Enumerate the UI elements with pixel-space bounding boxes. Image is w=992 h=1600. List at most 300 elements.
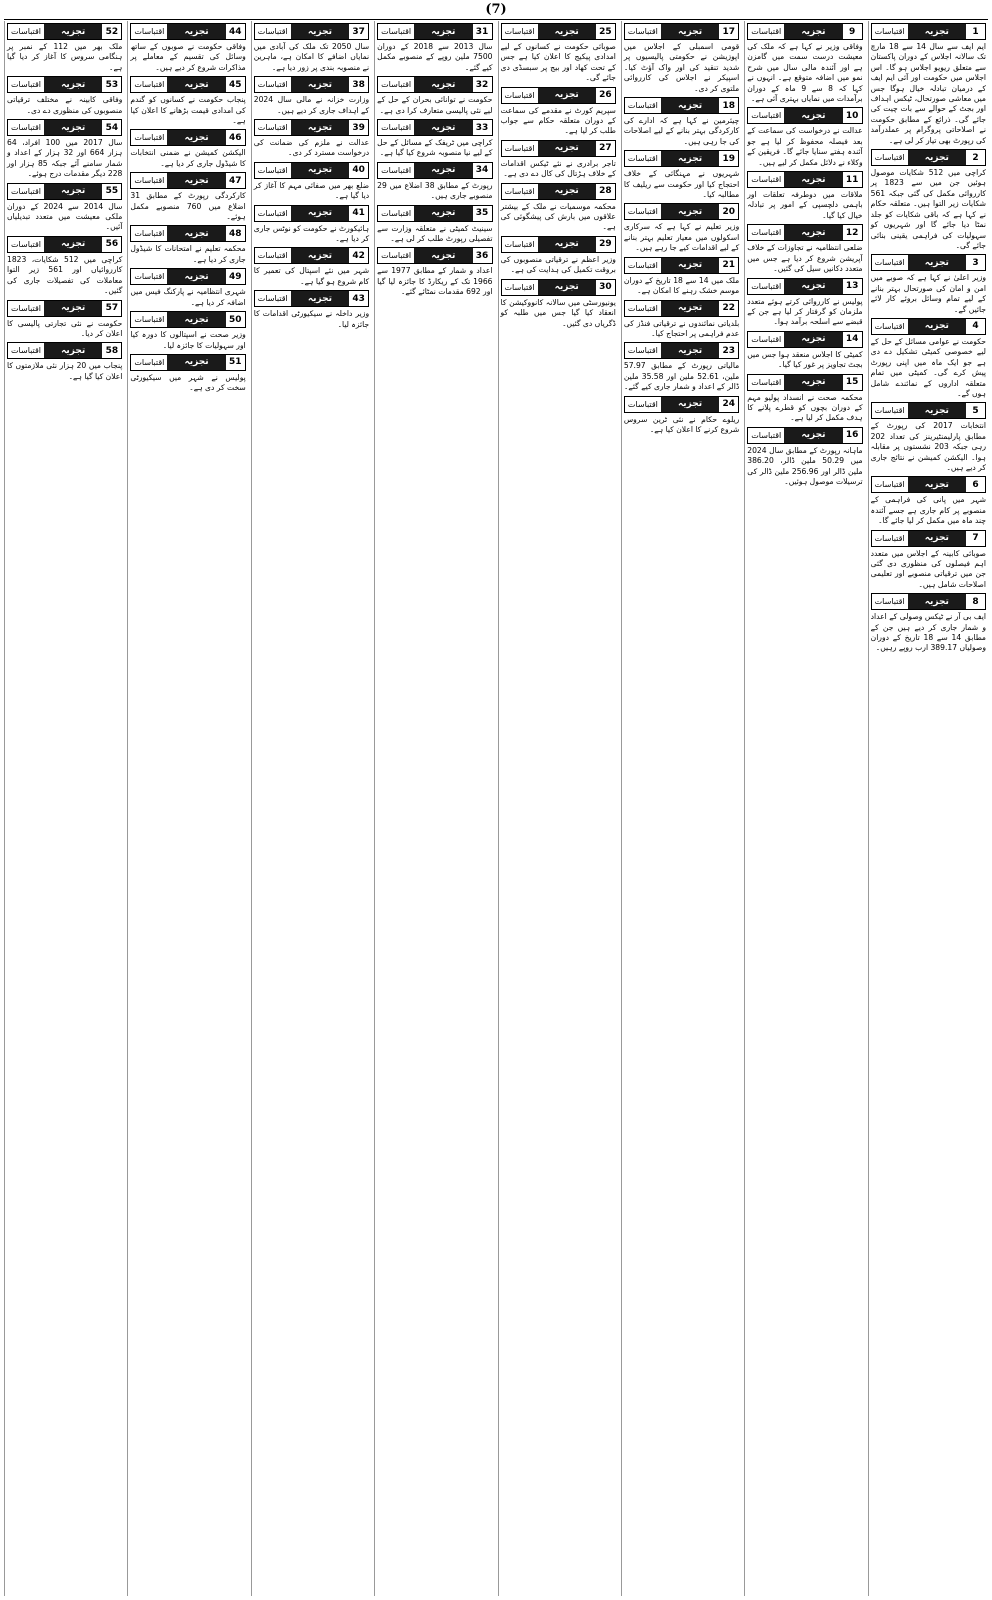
news-item-header xyxy=(130,76,245,93)
news-item-text: محکمہ موسمیات نے ملک کے بیشتر علاقوں میں بارش کی پیشگوئی کی ہے۔ xyxy=(500,201,616,232)
header-mark: اقتباسات xyxy=(748,172,784,187)
news-item-header xyxy=(254,119,369,136)
news-item-header xyxy=(624,396,739,413)
item-number: 22 xyxy=(719,301,738,316)
header-label: تجزیہ xyxy=(414,120,472,135)
news-item-header xyxy=(871,149,986,166)
news-item[interactable] xyxy=(624,203,739,253)
header-label: تجزیہ xyxy=(44,301,102,316)
item-number: 12 xyxy=(843,225,862,240)
header-label: تجزیہ xyxy=(661,204,719,219)
news-item-text: شہر میں پانی کی فراہمی کے منصوبے پر کام جاری ہے جسے آئندہ چند ماہ میں مکمل کر لیا جائے گا۔ xyxy=(870,495,986,526)
news-item-header xyxy=(377,247,492,264)
header-mark: اقتباسات xyxy=(625,204,661,219)
item-number: 6 xyxy=(966,477,985,492)
item-number: 13 xyxy=(843,279,862,294)
news-item-header xyxy=(624,203,739,220)
header-mark: اقتباسات xyxy=(872,594,908,609)
header-mark: اقتباسات xyxy=(502,184,538,199)
header-label: تجزیہ xyxy=(291,120,349,135)
item-number: 10 xyxy=(843,108,862,123)
news-item[interactable] xyxy=(624,396,739,436)
header-label: تجزیہ xyxy=(167,269,225,284)
news-item-header xyxy=(624,150,739,167)
header-mark: اقتباسات xyxy=(872,319,908,334)
news-item[interactable] xyxy=(254,247,369,287)
news-item[interactable] xyxy=(130,76,245,126)
news-item-text: بلدیاتی نمائندوں نے ترقیاتی فنڈز کی عدم فراہمی پر احتجاج کیا۔ xyxy=(623,318,740,338)
header-mark: اقتباسات xyxy=(502,237,538,252)
news-item[interactable] xyxy=(377,205,492,245)
news-column xyxy=(374,21,494,1596)
news-item-text: شہریوں نے مہنگائی کے خلاف احتجاج کیا اور حکومت سے ریلیف کا مطالبہ کیا۔ xyxy=(623,169,740,200)
news-item[interactable] xyxy=(747,224,862,274)
news-column xyxy=(251,21,371,1596)
news-item[interactable] xyxy=(871,23,986,146)
header-label: تجزیہ xyxy=(167,355,225,370)
header-mark: اقتباسات xyxy=(8,77,44,92)
header-mark: اقتباسات xyxy=(131,173,167,188)
news-column xyxy=(621,21,741,1596)
news-item-header xyxy=(377,162,492,179)
item-number: 44 xyxy=(226,24,245,39)
header-mark: اقتباسات xyxy=(625,343,661,358)
news-item[interactable] xyxy=(254,290,369,330)
header-mark: اقتباسات xyxy=(8,120,44,135)
news-item[interactable] xyxy=(7,119,122,180)
news-item-header xyxy=(871,318,986,335)
item-number: 46 xyxy=(226,130,245,145)
news-item[interactable] xyxy=(377,162,492,202)
news-item[interactable] xyxy=(501,279,616,329)
news-item-text: تاجر برادری نے نئے ٹیکس اقدامات کے خلاف ہڑتال کی کال دے دی ہے۔ xyxy=(500,158,616,179)
header-mark: اقتباسات xyxy=(625,258,661,273)
header-label: تجزیہ xyxy=(784,428,842,443)
news-item-header xyxy=(254,23,369,40)
header-label: تجزیہ xyxy=(538,141,596,156)
news-item-text: وزیر اعلیٰ نے کہا ہے کہ صوبے میں امن و امان کی صورتحال بہتر بنانے کے لیے تمام وسائل بروئے کار لائے جائیں گے۔ xyxy=(870,273,986,314)
item-number: 1 xyxy=(966,24,985,39)
news-item-text: الیکشن کمیشن نے ضمنی انتخابات کا شیڈول جاری کر دیا ہے۔ xyxy=(130,148,246,168)
header-label: تجزیہ xyxy=(908,150,966,165)
news-item[interactable] xyxy=(130,129,245,169)
news-item[interactable] xyxy=(7,342,122,382)
header-label: تجزیہ xyxy=(44,77,102,92)
news-item-text: پولیس نے کارروائی کرتے ہوئے متعدد ملزمان کو گرفتار کر لیا ہے جن کے قبضے سے اسلحہ برآمد ہوا۔ xyxy=(747,296,863,327)
news-item[interactable] xyxy=(747,278,862,328)
header-mark: اقتباسات xyxy=(378,120,414,135)
header-mark: اقتباسات xyxy=(625,151,661,166)
news-item-text: رپورٹ کے مطابق 38 اضلاع میں 29 منصوبے جاری ہیں۔ xyxy=(377,180,493,201)
news-column xyxy=(4,21,124,1596)
header-mark: اقتباسات xyxy=(502,280,538,295)
news-item[interactable] xyxy=(871,530,986,591)
news-item-text: سال 2014 سے 2024 کے دوران ملکی معیشت میں متعدد تبدیلیاں آئیں۔ xyxy=(7,201,123,232)
news-item-text: محکمہ صحت نے انسداد پولیو مہم کے دوران بچوں کو قطرے پلانے کا ہدف مکمل کر لیا ہے۔ xyxy=(747,392,863,423)
header-label: تجزیہ xyxy=(908,477,966,492)
item-number: 27 xyxy=(596,141,615,156)
header-mark: اقتباسات xyxy=(502,24,538,39)
news-item-header xyxy=(254,76,369,93)
item-number: 24 xyxy=(719,397,738,412)
news-item-text: ایم ایف سے سال 14 سے 18 مارچ تک سالانہ اجلاس کے دوران پاکستان سے متعلق ریویو اجلاس ہو گا۔ اس اجلاس میں حکومت اور آئی ایم ایف کے درمیان تبادلہ خیال ہوگا جس میں معاشی صورتحال، ٹیکس اہداف اور بجٹ کے حوالے سے بات چیت کی جائے گی۔ ذرائع کے مطابق حکومت نے اصلاحاتی پروگرام پر عملدرآمد کی رپورٹ بھی تیار کر لی ہے۔ xyxy=(870,42,986,145)
header-label: تجزیہ xyxy=(44,184,102,199)
header-mark: اقتباسات xyxy=(131,24,167,39)
news-item-text: سال 2017 میں 100 افراد، 64 ہزار 664 اور 32 ہزار کے اعداد و شمار سامنے آئے جبکہ 85 ہزار اور 228 دیگر مقدمات درج ہوئے۔ xyxy=(7,138,123,179)
header-mark: اقتباسات xyxy=(8,184,44,199)
news-item-text: وزیر اعظم نے ترقیاتی منصوبوں کی بروقت تکمیل کی ہدایت کی ہے۔ xyxy=(500,254,616,275)
header-label: تجزیہ xyxy=(661,151,719,166)
header-mark: اقتباسات xyxy=(625,24,661,39)
news-item-text: عدالت نے درخواست کی سماعت کے بعد فیصلہ محفوظ کر لیا ہے جو آئندہ ہفتے سنایا جائے گا۔ فریقین کے وکلاء نے دلائل مکمل کر لیے ہیں۔ xyxy=(747,126,863,167)
item-number: 4 xyxy=(966,319,985,334)
news-item-text: ماہانہ رپورٹ کے مطابق سال 2024 میں 50.29 ملین ڈالر، 386.20 ملین ڈالر اور 256.96 ملین ڈالر کی ترسیلات موصول ہوئیں۔ xyxy=(747,445,863,486)
header-mark: اقتباسات xyxy=(255,77,291,92)
news-item[interactable] xyxy=(130,268,245,308)
header-label: تجزیہ xyxy=(784,375,842,390)
news-item[interactable] xyxy=(871,476,986,526)
news-item[interactable] xyxy=(130,23,245,73)
news-item-header xyxy=(7,76,122,93)
news-item-text: وزارت خزانہ نے مالی سال 2024 کے اہداف جاری کر دیے ہیں۔ xyxy=(253,95,370,115)
news-item[interactable] xyxy=(624,257,739,297)
news-item-text: پولیس نے شہر میں سیکیورٹی سخت کر دی ہے۔ xyxy=(130,372,246,393)
header-label: تجزیہ xyxy=(661,24,719,39)
header-mark: اقتباسات xyxy=(131,77,167,92)
item-number: 3 xyxy=(966,255,985,270)
news-item-header xyxy=(130,23,245,40)
header-label: تجزیہ xyxy=(908,531,966,546)
item-number: 55 xyxy=(102,184,121,199)
header-label: تجزیہ xyxy=(414,24,472,39)
news-item[interactable] xyxy=(624,342,739,392)
news-item-header xyxy=(7,183,122,200)
header-mark: اقتباسات xyxy=(748,279,784,294)
news-item-header xyxy=(130,129,245,146)
news-item-text: ملک بھر میں 112 کے نمبر پر ہنگامی سروس کا آغاز کر دیا گیا ہے۔ xyxy=(7,42,123,72)
header-label: تجزیہ xyxy=(414,206,472,221)
header-mark: اقتباسات xyxy=(502,141,538,156)
news-item-header xyxy=(747,374,862,391)
news-item-header xyxy=(130,225,245,242)
news-item[interactable] xyxy=(130,172,245,222)
news-item-text: پنجاب حکومت نے کسانوں کو گندم کی امدادی قیمت بڑھانے کا اعلان کیا ہے۔ xyxy=(130,95,246,126)
news-item-header xyxy=(747,107,862,124)
header-label: تجزیہ xyxy=(414,163,472,178)
news-item-header xyxy=(377,205,492,222)
news-item-header xyxy=(747,278,862,295)
header-label: تجزیہ xyxy=(167,173,225,188)
header-label: تجزیہ xyxy=(538,280,596,295)
news-item-text: پنجاب میں 20 ہزار نئی ملازمتوں کا اعلان کیا گیا ہے۔ xyxy=(7,361,123,381)
item-number: 34 xyxy=(473,163,492,178)
news-item[interactable] xyxy=(747,331,862,371)
news-item-header xyxy=(501,87,616,104)
news-item[interactable] xyxy=(871,254,986,315)
news-item[interactable] xyxy=(501,23,616,84)
header-mark: اقتباسات xyxy=(255,163,291,178)
header-label: تجزیہ xyxy=(414,77,472,92)
header-mark: اقتباسات xyxy=(8,301,44,316)
news-item[interactable] xyxy=(747,427,862,488)
news-item[interactable] xyxy=(7,23,122,73)
header-label: تجزیہ xyxy=(291,24,349,39)
news-item[interactable] xyxy=(7,76,122,116)
header-label: تجزیہ xyxy=(44,343,102,358)
header-mark: اقتباسات xyxy=(625,301,661,316)
item-number: 20 xyxy=(719,204,738,219)
header-mark: اقتباسات xyxy=(378,248,414,263)
news-item-text: سینیٹ کمیٹی نے متعلقہ وزارت سے تفصیلی رپورٹ طلب کر لی ہے۔ xyxy=(377,223,493,244)
header-mark: اقتباسات xyxy=(255,291,291,306)
item-number: 37 xyxy=(349,24,368,39)
header-mark: اقتباسات xyxy=(748,332,784,347)
header-mark: اقتباسات xyxy=(502,88,538,103)
header-label: تجزیہ xyxy=(661,301,719,316)
header-label: تجزیہ xyxy=(414,248,472,263)
news-item-text: چیئرمین نے کہا ہے کہ ادارے کی کارکردگی بہتر بنانے کے لیے اصلاحات کی جا رہی ہیں۔ xyxy=(623,116,740,146)
item-number: 25 xyxy=(596,24,615,39)
news-item[interactable] xyxy=(254,23,369,73)
header-label: تجزیہ xyxy=(44,120,102,135)
news-item-header xyxy=(254,162,369,179)
header-label: تجزیہ xyxy=(167,312,225,327)
news-item-header xyxy=(624,23,739,40)
header-mark: اقتباسات xyxy=(131,130,167,145)
news-item-header xyxy=(254,205,369,222)
item-number: 8 xyxy=(966,594,985,609)
item-number: 14 xyxy=(843,332,862,347)
news-item-header xyxy=(7,119,122,136)
item-number: 39 xyxy=(349,120,368,135)
news-item[interactable] xyxy=(624,97,739,147)
news-item-text: ضلعی انتظامیہ نے تجاوزات کے خلاف آپریشن شروع کر دیا ہے جس میں متعدد دکانیں سیل کی گئیں۔ xyxy=(747,243,863,274)
news-item-text: شہری انتظامیہ نے پارکنگ فیس میں اضافہ کر دیا ہے۔ xyxy=(130,287,246,307)
news-item-header xyxy=(377,23,492,40)
header-mark: اقتباسات xyxy=(872,477,908,492)
news-item[interactable] xyxy=(254,119,369,159)
item-number: 16 xyxy=(843,428,862,443)
news-item[interactable] xyxy=(7,183,122,233)
news-item[interactable] xyxy=(254,205,369,245)
news-item[interactable] xyxy=(377,247,492,297)
news-item[interactable] xyxy=(377,119,492,159)
item-number: 53 xyxy=(102,77,121,92)
header-mark: اقتباسات xyxy=(255,120,291,135)
item-number: 56 xyxy=(102,237,121,252)
news-item-header xyxy=(130,354,245,371)
header-label: تجزیہ xyxy=(784,108,842,123)
news-item-header xyxy=(130,172,245,189)
news-item-header xyxy=(747,23,862,40)
item-number: 26 xyxy=(596,88,615,103)
header-label: تجزیہ xyxy=(167,130,225,145)
item-number: 36 xyxy=(473,248,492,263)
header-mark: اقتباسات xyxy=(8,343,44,358)
news-item-text: شہر میں نئے اسپتال کی تعمیر کا کام شروع ہو گیا ہے۔ xyxy=(253,266,370,286)
item-number: 23 xyxy=(719,343,738,358)
news-item[interactable] xyxy=(130,311,245,351)
news-item-header xyxy=(501,183,616,200)
header-label: تجزیہ xyxy=(661,98,719,113)
header-mark: اقتباسات xyxy=(625,397,661,412)
news-item[interactable] xyxy=(871,402,986,473)
item-number: 43 xyxy=(349,291,368,306)
news-item-header xyxy=(501,236,616,253)
item-number: 57 xyxy=(102,301,121,316)
news-item-header xyxy=(501,279,616,296)
header-label: تجزیہ xyxy=(784,225,842,240)
header-label: تجزیہ xyxy=(784,24,842,39)
header-mark: اقتباسات xyxy=(255,248,291,263)
news-item-header xyxy=(871,402,986,419)
news-item[interactable] xyxy=(747,23,862,104)
item-number: 2 xyxy=(966,150,985,165)
news-item[interactable] xyxy=(747,107,862,168)
top-rule xyxy=(4,19,988,20)
news-item-text: عدالت نے ملزم کی ضمانت کی درخواست مسترد کر دی۔ xyxy=(253,138,370,158)
header-mark: اقتباسات xyxy=(255,206,291,221)
header-label: تجزیہ xyxy=(538,184,596,199)
news-column xyxy=(498,21,618,1596)
news-item[interactable] xyxy=(624,150,739,200)
item-number: 17 xyxy=(719,24,738,39)
header-label: تجزیہ xyxy=(291,206,349,221)
news-item-header xyxy=(871,593,986,610)
news-item[interactable] xyxy=(130,225,245,265)
news-item-text: وزیر تعلیم نے کہا ہے کہ سرکاری اسکولوں میں معیار تعلیم بہتر بنانے کے لیے اقدامات کیے جا رہے ہیں۔ xyxy=(623,222,740,253)
news-item-text: سال 2013 سے 2018 کے دوران 7500 ملین روپے کے منصوبے مکمل کیے گئے۔ xyxy=(377,42,493,72)
header-label: تجزیہ xyxy=(784,172,842,187)
news-item[interactable] xyxy=(377,23,492,73)
news-item-header xyxy=(377,76,492,93)
news-item-header xyxy=(624,97,739,114)
item-number: 38 xyxy=(349,77,368,92)
header-label: تجزیہ xyxy=(661,397,719,412)
header-label: تجزیہ xyxy=(908,403,966,418)
news-item[interactable] xyxy=(501,87,616,137)
news-item[interactable] xyxy=(871,593,986,654)
header-label: تجزیہ xyxy=(291,248,349,263)
news-item-text: مالیاتی رپورٹ کے مطابق 57.97 ملین، 52.61 ملین اور 35.58 ملین ڈالر کے اعداد و شمار جاری کیے گئے۔ xyxy=(623,361,740,392)
header-mark: اقتباسات xyxy=(748,108,784,123)
header-mark: اقتباسات xyxy=(8,24,44,39)
header-mark: اقتباسات xyxy=(748,24,784,39)
header-mark: اقتباسات xyxy=(378,24,414,39)
news-item-text: اعداد و شمار کے مطابق 1977 سے 1966 تک کے ریکارڈ کا جائزہ لیا گیا اور 692 مقدمات نمٹائے گئے۔ xyxy=(377,266,493,297)
header-mark: اقتباسات xyxy=(625,98,661,113)
news-item-text: کراچی میں ٹریفک کے مسائل کے حل کے لیے نیا منصوبہ شروع کیا گیا ہے۔ xyxy=(377,138,493,158)
header-mark: اقتباسات xyxy=(8,237,44,252)
header-mark: اقتباسات xyxy=(872,24,908,39)
header-mark: اقتباسات xyxy=(378,77,414,92)
news-item[interactable] xyxy=(747,171,862,221)
news-item-header xyxy=(130,311,245,328)
news-item-text: وزیر صحت نے اسپتالوں کا دورہ کیا اور سہولیات کا جائزہ لیا۔ xyxy=(130,330,246,350)
item-number: 33 xyxy=(473,120,492,135)
news-item[interactable] xyxy=(871,149,986,251)
item-number: 48 xyxy=(226,226,245,241)
header-label: تجزیہ xyxy=(167,24,225,39)
news-item-header xyxy=(747,224,862,241)
header-label: تجزیہ xyxy=(784,279,842,294)
item-number: 21 xyxy=(719,258,738,273)
news-item-text: ضلع بھر میں صفائی مہم کا آغاز کر دیا گیا ہے۔ xyxy=(253,180,370,201)
item-number: 58 xyxy=(102,343,121,358)
news-item-text: کراچی میں 512 شکایات، 1823 کارروائیاں اور 561 زیر التوا معاملات کی تفصیلات جاری کی گئیں۔ xyxy=(7,254,123,296)
news-item-header xyxy=(254,247,369,264)
news-item[interactable] xyxy=(7,300,122,340)
header-label: تجزیہ xyxy=(538,237,596,252)
item-number: 32 xyxy=(473,77,492,92)
news-item[interactable] xyxy=(624,23,739,94)
news-item[interactable] xyxy=(7,236,122,297)
header-label: تجزیہ xyxy=(291,163,349,178)
header-mark: اقتباسات xyxy=(378,163,414,178)
item-number: 18 xyxy=(719,98,738,113)
news-item-text: ملک میں 14 سے 18 تاریخ کے دوران موسم خشک رہنے کا امکان ہے۔ xyxy=(623,275,740,296)
news-column xyxy=(868,21,988,1596)
news-item-text: صوبائی کابینہ کے اجلاس میں متعدد اہم فیصلوں کی منظوری دی گئی جن میں ترقیاتی منصوبے اور تعلیمی اصلاحات شامل ہیں۔ xyxy=(870,548,986,589)
news-item-text: وفاقی کابینہ نے مختلف ترقیاتی منصوبوں کی منظوری دے دی۔ xyxy=(7,95,123,115)
header-label: تجزیہ xyxy=(908,594,966,609)
news-item[interactable] xyxy=(871,318,986,399)
news-item-text: یونیورسٹی میں سالانہ کانووکیشن کا انعقاد کیا گیا جس میں طلبہ کو ڈگریاں دی گئیں۔ xyxy=(500,297,616,328)
news-item-text: ملاقات میں دوطرفہ تعلقات اور باہمی دلچسپی کے امور پر تبادلہ خیال کیا گیا۔ xyxy=(747,190,863,220)
header-mark: اقتباسات xyxy=(872,403,908,418)
news-item-header xyxy=(747,171,862,188)
header-label: تجزیہ xyxy=(291,77,349,92)
news-item-text: سال 2050 تک ملک کی آبادی میں نمایاں اضافے کا امکان ہے، ماہرین نے منصوبہ بندی پر زور دیا ہے۔ xyxy=(253,42,370,72)
news-column xyxy=(744,21,864,1596)
item-number: 7 xyxy=(966,531,985,546)
news-item[interactable] xyxy=(501,183,616,233)
header-mark: اقتباسات xyxy=(131,226,167,241)
news-item[interactable] xyxy=(377,76,492,116)
header-mark: اقتباسات xyxy=(255,24,291,39)
news-item[interactable] xyxy=(501,236,616,276)
news-item-text: کارکردگی رپورٹ کے مطابق 31 اضلاع میں 760 منصوبے مکمل ہوئے۔ xyxy=(130,191,246,222)
item-number: 40 xyxy=(349,163,368,178)
news-item-text: ریلوے حکام نے نئی ٹرین سروس شروع کرنے کا اعلان کیا ہے۔ xyxy=(623,414,740,434)
news-item-header xyxy=(377,119,492,136)
news-item-text: حکومت نے نئی تجارتی پالیسی کا اعلان کر دیا۔ xyxy=(7,318,123,338)
item-number: 42 xyxy=(349,248,368,263)
news-item[interactable] xyxy=(501,140,616,180)
news-item-header xyxy=(747,427,862,444)
news-item-header xyxy=(7,236,122,253)
news-item[interactable] xyxy=(254,162,369,202)
header-label: تجزیہ xyxy=(908,255,966,270)
item-number: 47 xyxy=(226,173,245,188)
item-number: 52 xyxy=(102,24,121,39)
item-number: 29 xyxy=(596,237,615,252)
news-item[interactable] xyxy=(624,300,739,340)
news-item-header xyxy=(7,342,122,359)
header-label: تجزیہ xyxy=(167,77,225,92)
header-label: تجزیہ xyxy=(908,24,966,39)
news-item[interactable] xyxy=(747,374,862,424)
news-item-header xyxy=(624,342,739,359)
news-item[interactable] xyxy=(254,76,369,116)
item-number: 19 xyxy=(719,151,738,166)
header-label: تجزیہ xyxy=(167,226,225,241)
news-item-header xyxy=(871,23,986,40)
news-item-text: محکمہ تعلیم نے امتحانات کا شیڈول جاری کر دیا ہے۔ xyxy=(130,244,246,264)
header-mark: اقتباسات xyxy=(131,269,167,284)
news-item[interactable] xyxy=(130,354,245,394)
item-number: 35 xyxy=(473,206,492,221)
